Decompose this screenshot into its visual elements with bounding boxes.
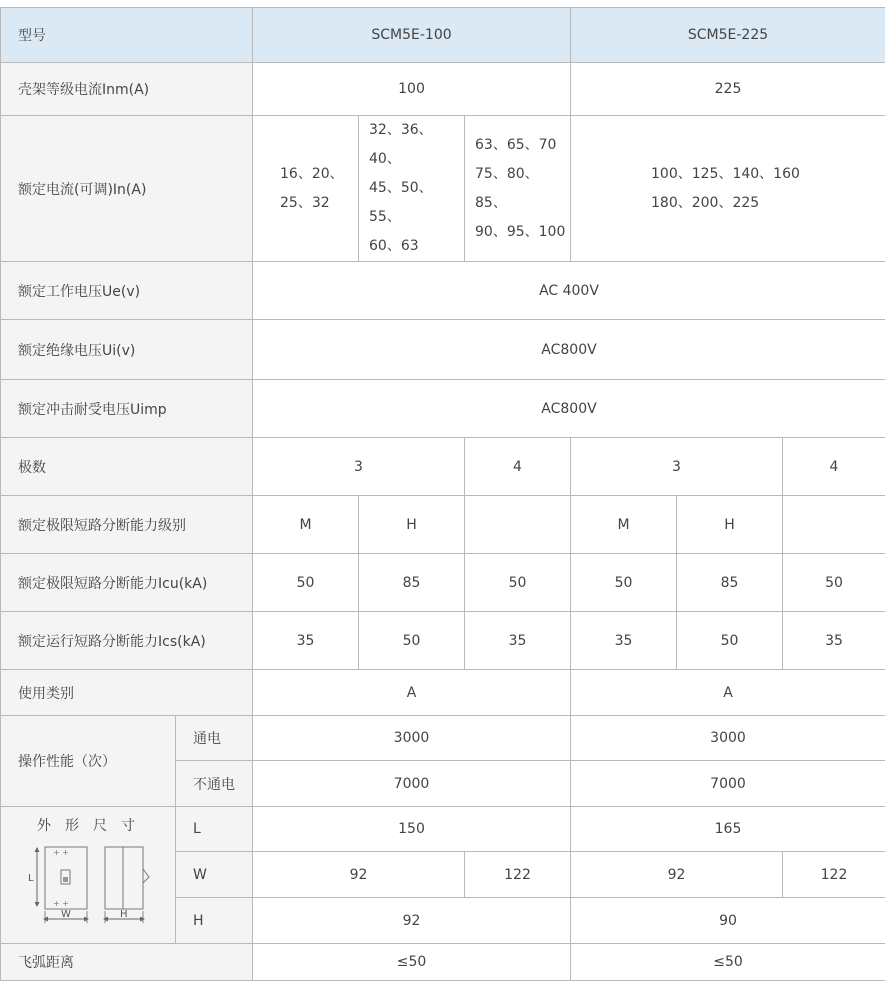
dim-h-b: 90 [571, 898, 885, 944]
dim-w-a3: 92 [253, 852, 465, 898]
header-row [1, 8, 885, 63]
category-label: 使用类别 [1, 670, 253, 716]
breaking-level-a-4 [465, 496, 571, 554]
rated-current-a2-line: 60、63 [369, 232, 464, 261]
icu-value: 85 [677, 554, 783, 612]
rated-current-a3-line: 63、65、70 [475, 131, 570, 160]
breaking-level-a-m: M [253, 496, 359, 554]
category-row [1, 670, 885, 716]
rated-current-a1 [253, 116, 359, 262]
ics-value: 35 [253, 612, 359, 670]
breaking-level-b-h: H [677, 496, 783, 554]
operation-off-a: 7000 [253, 761, 571, 807]
ui-row [1, 320, 885, 380]
poles-a4: 4 [465, 438, 571, 496]
ics-label: 额定运行短路分断能力Ics(kA) [1, 612, 253, 670]
dim-l-a: 150 [253, 807, 571, 852]
dimensions-title: 外形尺寸 [1, 815, 175, 835]
operation-off-b: 7000 [571, 761, 885, 807]
breaking-level-label: 额定极限短路分断能力级别 [1, 496, 253, 554]
breaking-level-a-h: H [359, 496, 465, 554]
frame-current-a: 100 [253, 63, 571, 116]
rated-current-a1-line: 25、32 [280, 189, 358, 218]
poles-b4: 4 [783, 438, 885, 496]
rated-current-a2-line: 45、50、55、 [369, 174, 464, 232]
poles-b3: 3 [571, 438, 783, 496]
ics-value: 35 [571, 612, 677, 670]
ue-value: AC 400V [253, 262, 885, 320]
arc-b: ≤50 [571, 944, 885, 981]
icu-value: 85 [359, 554, 465, 612]
category-a: A [253, 670, 571, 716]
operation-label: 操作性能（次） [1, 716, 176, 807]
operation-off-label: 不通电 [176, 761, 253, 807]
frame-current-label: 壳架等级电流Inm(A) [1, 63, 253, 116]
dim-l-label: L [176, 807, 253, 852]
header-label: 型号 [1, 8, 253, 63]
icu-row [1, 554, 885, 612]
uimp-row [1, 380, 885, 438]
breaking-level-b-4 [783, 496, 885, 554]
icu-value: 50 [465, 554, 571, 612]
ics-value: 50 [677, 612, 783, 670]
svg-text:+ +: + + [53, 848, 69, 857]
model-b: SCM5E-225 [571, 8, 885, 63]
ics-value: 50 [359, 612, 465, 670]
rated-current-a2-line: 32、36、40、 [369, 116, 464, 174]
rated-current-a3-line: 90、95、100 [475, 218, 570, 247]
operation-on-label: 通电 [176, 716, 253, 761]
rated-current-b-line: 180、200、225 [651, 189, 885, 218]
rated-current-a1-line: 16、20、 [280, 160, 358, 189]
frame-current-b: 225 [571, 63, 885, 116]
poles-label: 极数 [1, 438, 253, 496]
dim-w-b4: 122 [783, 852, 885, 898]
icu-value: 50 [253, 554, 359, 612]
dim-l-row [1, 807, 885, 852]
uimp-value: AC800V [253, 380, 885, 438]
icu-label: 额定极限短路分断能力Icu(kA) [1, 554, 253, 612]
rated-current-row [1, 116, 885, 262]
ue-row [1, 262, 885, 320]
spec-table [0, 7, 885, 981]
dim-h-a: 92 [253, 898, 571, 944]
ics-row [1, 612, 885, 670]
dim-w-b3: 92 [571, 852, 783, 898]
ics-value: 35 [783, 612, 885, 670]
model-a: SCM5E-100 [253, 8, 571, 63]
rated-current-b-line: 100、125、140、160 [651, 160, 885, 189]
ue-label: 额定工作电压Ue(v) [1, 262, 253, 320]
ui-label: 额定绝缘电压Ui(v) [1, 320, 253, 380]
ics-value: 35 [465, 612, 571, 670]
uimp-label: 额定冲击耐受电压Uimp [1, 380, 253, 438]
ui-value: AC800V [253, 320, 885, 380]
dimension-diagram-icon [19, 843, 159, 933]
operation-on-b: 3000 [571, 716, 885, 761]
diagram-l-label: L [28, 873, 34, 884]
frame-current-row [1, 63, 885, 116]
rated-current-a3 [465, 116, 571, 262]
diagram-w-label: W [61, 909, 71, 920]
operation-on-a: 3000 [253, 716, 571, 761]
arc-label: 飞弧距离 [1, 944, 253, 981]
operation-on-row [1, 716, 885, 761]
icu-value: 50 [571, 554, 677, 612]
rated-current-label: 额定电流(可调)In(A) [1, 116, 253, 262]
breaking-level-b-m: M [571, 496, 677, 554]
svg-text:+ +: + + [53, 899, 69, 908]
poles-a3: 3 [253, 438, 465, 496]
category-b: A [571, 670, 885, 716]
breaking-level-row [1, 496, 885, 554]
dim-w-label: W [176, 852, 253, 898]
dim-l-b: 165 [571, 807, 885, 852]
rated-current-a2 [359, 116, 465, 262]
rated-current-b [571, 116, 885, 262]
icu-value: 50 [783, 554, 885, 612]
dim-w-a4: 122 [465, 852, 571, 898]
poles-row [1, 438, 885, 496]
dim-h-label: H [176, 898, 253, 944]
rated-current-a3-line: 75、80、85、 [475, 160, 570, 218]
dimensions-cell [1, 807, 176, 944]
diagram-h-label: H [120, 909, 128, 920]
arc-a: ≤50 [253, 944, 571, 981]
